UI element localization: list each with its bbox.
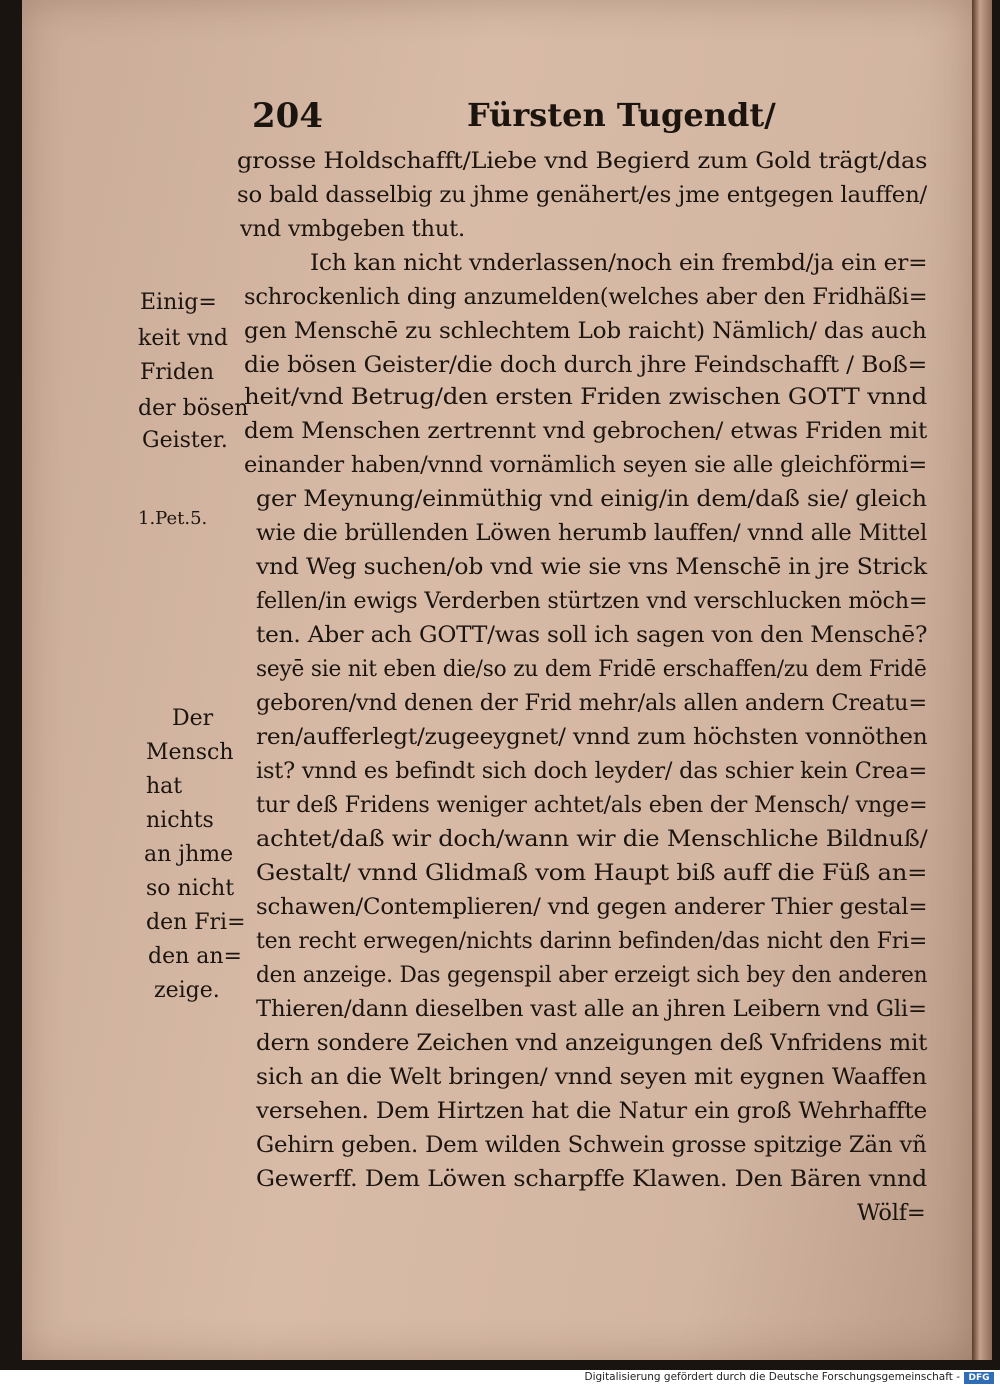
text-line: ten. Aber ach GOTT/was soll ich sagen von den Menschē? [256,622,928,648]
text-line: die bösen Geister/die doch durch jhre Feindschafft / Boß= [244,352,928,378]
text-line: versehen. Dem Hirtzen hat die Natur ein groß Wehrhaffte [256,1098,928,1124]
text-line: vnd Weg suchen/ob vnd wie sie vns Menschē in jre Strick [256,554,927,580]
marginal-note: den Fri= [146,910,246,935]
text-line: Gehirn geben. Dem wilden Schwein grosse spitzige Zän vñ [256,1132,927,1158]
text-line: ger Meynung/einmüthig vnd einig/in dem/daß sie/ gleich [256,486,927,512]
marginal-note: Einig= [140,290,217,315]
marginal-note: keit vnd [138,326,228,351]
text-line: dern sondere Zeichen vnd anzeigungen deß Vnfridens mit [256,1030,928,1056]
text-line: schrockenlich ding anzumelden(welches aber den Fridhäßi= [244,284,928,310]
running-title: Fürsten Tugendt/ [467,96,776,134]
text-line: gen Menschē zu schlechtem Lob raicht) Nämlich/ das auch [244,318,927,344]
text-line: dem Menschen zertrennt vnd gebrochen/ etwas Friden mit [244,418,928,444]
marginal-note: nichts [146,808,214,833]
marginal-note: den an= [148,944,242,969]
marginal-note: hat [146,774,183,799]
marginal-note: Der [172,706,214,731]
text-line: Ich kan nicht vnderlassen/noch ein frembd/ja ein er= [310,250,928,276]
marginal-note: Mensch [146,740,234,765]
text-line: schawen/Contemplieren/ vnd gegen anderer Thier gestal= [256,894,928,920]
marginal-note: Geister. [142,428,228,453]
marginal-note: so nicht [146,876,235,901]
text-line: sich an die Welt bringen/ vnnd seyen mit eygnen Waaffen [256,1064,927,1090]
text-line: geboren/vnd denen der Frid mehr/als allen andern Creatu= [256,690,927,716]
text-line: ren/aufferlegt/zugeeygnet/ vnnd zum höchsten vonnöthen [256,724,928,750]
text-line: Gestalt/ vnnd Glidmaß vom Haupt biß auff die Füß an= [256,860,928,886]
marginal-note: 1.Pet.5. [138,508,208,529]
text-line: so bald dasselbig zu jhme genähert/es jme entgegen lauffen/ [237,182,928,208]
text-line: fellen/in ewigs Verderben stürtzen vnd verschlucken möch= [256,588,928,614]
text-line: seyē sie nit eben die/so zu dem Fridē erschaffen/zu dem Fridē [256,656,927,682]
text-line: den anzeige. Das gegenspil aber erzeigt sich bey den anderen [256,962,928,988]
text-line: einander haben/vnnd vornämlich seyen sie alle gleichförmi= [244,452,927,478]
text-line: tur deß Fridens weniger achtet/als eben der Mensch/ vnge= [256,792,928,818]
text-line: wie die brüllenden Löwen herumb lauffen/ vnnd alle Mittel [256,520,928,546]
marginal-note: Friden [140,360,215,385]
text-line: achtet/daß wir doch/wann wir die Menschliche Bildnuß/ [256,826,928,852]
marginal-note: an jhme [144,842,234,867]
marginal-note: der bösen [138,396,249,421]
marginal-note: zeige. [154,978,220,1003]
text-line: ist? vnnd es befindt sich doch leyder/ das schier kein Crea= [256,758,928,784]
footer-bar [0,1370,1000,1387]
footer-credit: Digitalisierung gefördert durch die Deutsche Forschungsgemeinschaft - [584,1371,960,1383]
text-line: heit/vnd Betrug/den ersten Friden zwischen GOTT vnnd [244,384,928,410]
text-line: vnd vmbgeben thut. [240,216,465,242]
page-edge [972,0,992,1360]
text-line: Wölf= [857,1200,926,1226]
book-page [22,0,972,1360]
page-number: 204 [252,96,323,136]
text-line: Thieren/dann dieselben vast alle an jhren Leibern vnd Gli= [256,996,927,1022]
dfg-logo: DFG [964,1372,994,1384]
text-line: ten recht erwegen/nichts darinn befinden/das nicht den Fri= [256,928,928,954]
text-line: Gewerff. Dem Löwen scharpffe Klawen. Den Bären vnnd [256,1166,928,1192]
text-line: grosse Holdschafft/Liebe vnd Begierd zum Gold trägt/das [237,148,928,174]
